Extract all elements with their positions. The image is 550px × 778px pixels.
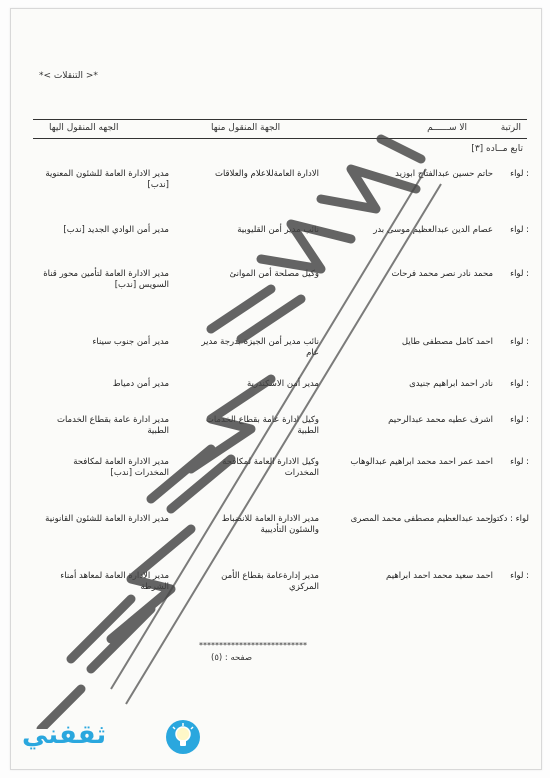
row-name: محمد نادر نصر محمد فرحات xyxy=(391,269,493,279)
row-rank: لواء : xyxy=(510,457,529,467)
row-from: الادارة العامةللاعلام والعلاقات xyxy=(214,169,319,179)
header-rank: الرتبة xyxy=(500,123,521,133)
row-rank: لواء : xyxy=(510,571,529,581)
row-rank: لواء : xyxy=(510,337,529,347)
row-rank: لواء : xyxy=(510,225,529,235)
section-title: *< التنقلات >* xyxy=(39,71,98,81)
row-to: مدير الادارة العامة لمعاهد أمناء الشرطة xyxy=(60,571,169,592)
row-name: عصام الدين عبدالعظيم موسى بدر xyxy=(373,225,493,235)
row-name: حاتم حسين عبدالفتاح ابوزيد xyxy=(395,169,493,179)
lightbulb-icon xyxy=(164,718,202,756)
row-from: نائب مدير أمن القليوبية xyxy=(237,225,319,235)
header-from: الجهة المنقول منها xyxy=(211,123,281,133)
row-from: وكيل مصلحة أمن الموانئ xyxy=(229,269,319,279)
table-header xyxy=(33,119,527,139)
row-from: وكيل الادارة العامة لمكافحة المخدرات xyxy=(222,457,319,478)
document-page xyxy=(10,8,542,770)
row-to: مدير ادارة عامة بقطاع الخدمات الطبية xyxy=(56,415,169,436)
row-to: مدير الادارة العامة للشئون المعنوية [ندب] xyxy=(45,169,169,190)
row-from: مدير الادارة العامة للانضباط والشئون التأديبية xyxy=(221,514,319,535)
header-to: الجهه المنقول اليها xyxy=(49,123,119,133)
row-to: مدير أمن الوادي الجديد [ندب] xyxy=(63,225,169,235)
row-rank: لواء : دكتور xyxy=(488,514,529,524)
row-to: مدير الادارة العامة لتأمين محور قناة السويس [ندب] xyxy=(43,269,169,290)
site-branding xyxy=(18,714,218,758)
continued-label: تابع مــاده [٣] xyxy=(471,144,523,154)
row-to: مدير أمن جنوب سيناء xyxy=(92,337,169,347)
row-from: مدير أمن الاسكندرية xyxy=(247,379,319,389)
row-name: احمد عبدالعظيم مصطفى محمد المصرى xyxy=(350,514,493,524)
separator-stars: *************************** xyxy=(199,641,307,650)
row-rank: لواء : xyxy=(510,415,529,425)
site-name: ثقفني xyxy=(22,720,107,750)
row-to: مدير الادارة العامة للشئون القانونية xyxy=(45,514,169,524)
row-rank: لواء : xyxy=(510,269,529,279)
row-name: احمد كامل مصطفى طايل xyxy=(401,337,493,347)
row-name: احمد سعيد محمد احمد ابراهيم xyxy=(386,571,493,581)
row-from: نائب مدير أمن الجيزة بدرجة مدير عام xyxy=(201,337,319,358)
row-rank: لواء : xyxy=(510,379,529,389)
row-rank: لواء : xyxy=(510,169,529,179)
row-from: مدير إدارةعامة بقطاع الأمن المركزي xyxy=(221,571,319,592)
header-name: الا ســــــم xyxy=(427,123,467,133)
row-name: اشرف عطيه محمد عبدالرحيم xyxy=(388,415,493,425)
row-from: وكيل ادارة عامة بقطاع الخدمات الطبية xyxy=(205,415,319,436)
page-number: صفحه : (٥) xyxy=(211,653,253,663)
row-to: مدير الادارة العامة لمكافحة المخدرات [ندب] xyxy=(73,457,169,478)
row-name: نادر احمد ابراهيم جنيدى xyxy=(409,379,493,389)
row-to: مدير أمن دمياط xyxy=(112,379,169,389)
row-name: احمد عمر احمد محمد ابراهيم عبدالوهاب xyxy=(350,457,493,467)
